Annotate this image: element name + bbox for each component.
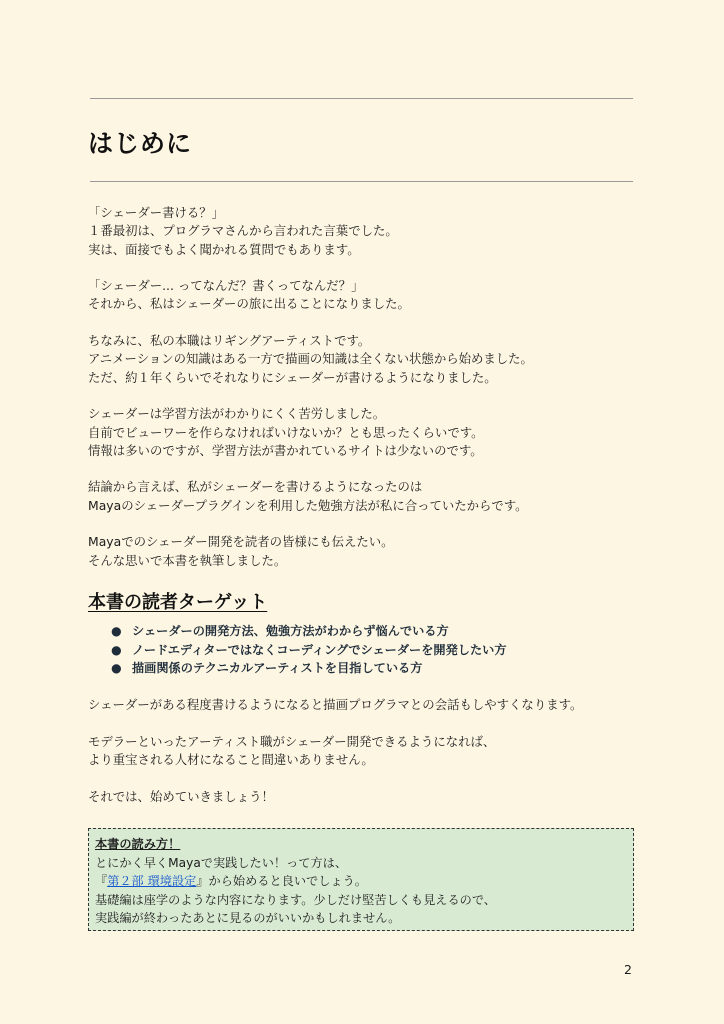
bullet-icon: ● [111,642,122,657]
title-top-rule [90,98,633,99]
text-line: ちなみに、私の本職はリギングアーティストです。 [88,333,371,349]
intro-paragraph-6 [88,533,648,570]
reading-guide-line: 基礎編は座学のような内容になります。少しだけ堅苦しくも見えるので、 [95,892,496,907]
intro-paragraph-4 [88,405,648,460]
intro-paragraph-5 [88,478,648,515]
text-line: 「シェーダー書ける？」 [88,205,225,220]
text-line: ただ、約１年くらいでそれなりにシェーダーが書けるようになりました。 [88,369,497,385]
intro-paragraph-2 [88,277,648,314]
target-reader-list [88,622,648,678]
text-line: 結論から言えば、私がシェーダーを書けるようになったのは [88,479,423,495]
text-line: Mayaでのシェーダー開発を読者の皆様にも伝えたい。 [88,534,394,550]
list-item [108,641,648,660]
text-line: 実は、面接でもよく聞かれる質問でもあります。 [88,241,360,257]
text-line: 情報は多いのですが、学習方法が書かれているサイトは少ないのです。 [88,442,483,458]
text-line: モデラーといったアーティスト職がシェーダー開発できるようになれば、 [88,733,496,749]
page-number: 2 [624,962,632,977]
list-item-text: 描画関係のテクニカルアーティストを目指している方 [132,661,423,676]
text-line: それから、私はシェーダーの旅に出ることになりました。 [88,296,410,312]
reading-guide-text: 』から始めると良いでしょう。 [196,874,367,889]
target-paragraph-2 [88,733,648,770]
reading-guide-line: 実践編が終わったあとに見るのがいいかもしれません。 [95,911,401,926]
reading-guide-line [95,872,627,891]
text-line: シェーダーは学習方法がわかりにくく苦労しました。 [88,406,386,422]
text-line: そんな思いで本書を執筆しました。 [88,552,287,568]
list-item [108,622,648,641]
text-line: Mayaのシェーダープラグインを利用した勉強方法が私に合っていたからです。 [88,497,528,513]
target-paragraph-3: それでは、始めていきましょう！ [88,788,274,804]
reading-guide-line: とにかく早くMayaで実践したい！って方は、 [95,855,348,870]
reading-guide-title: 本書の読み方！ [95,837,181,851]
list-item [108,659,648,678]
list-item-text: ノードエディターではなくコーディングでシェーダーを開発したい方 [132,642,507,657]
main-content [88,204,648,824]
text-line: アニメーションの知識はある一方で描画の知識は全くない状態から始めました。 [88,351,533,367]
text-line: 「シェーダー... ってなんだ？書くってなんだ？」 [88,278,364,294]
text-line: 自前でビューワーを作らなければいけないか？とも思ったくらいです。 [88,424,484,440]
intro-paragraph-1 [88,204,648,259]
text-line: より重宝される人材になること間違いありません。 [88,751,374,767]
title-bottom-rule [90,181,633,182]
list-item-text: シェーダーの開発方法、勉強方法がわからず悩んでいる方 [132,624,449,639]
bracket-open: 『 [95,874,108,889]
section-heading-reader-target: 本書の読者ターゲット [88,591,268,613]
intro-paragraph-3 [88,332,648,387]
environment-setup-link[interactable]: 第２部 環境設定 [107,874,197,889]
bullet-icon: ● [111,624,122,639]
page-title: はじめに [88,129,193,158]
text-line: １番最初は、プログラマさんから言われた言葉でした。 [88,223,398,239]
reading-guide-box [88,828,634,931]
bullet-icon: ● [111,661,122,676]
target-paragraph-1: シェーダーがある程度書けるようになると描画プログラマとの会話もしやすくなります。 [88,697,583,713]
